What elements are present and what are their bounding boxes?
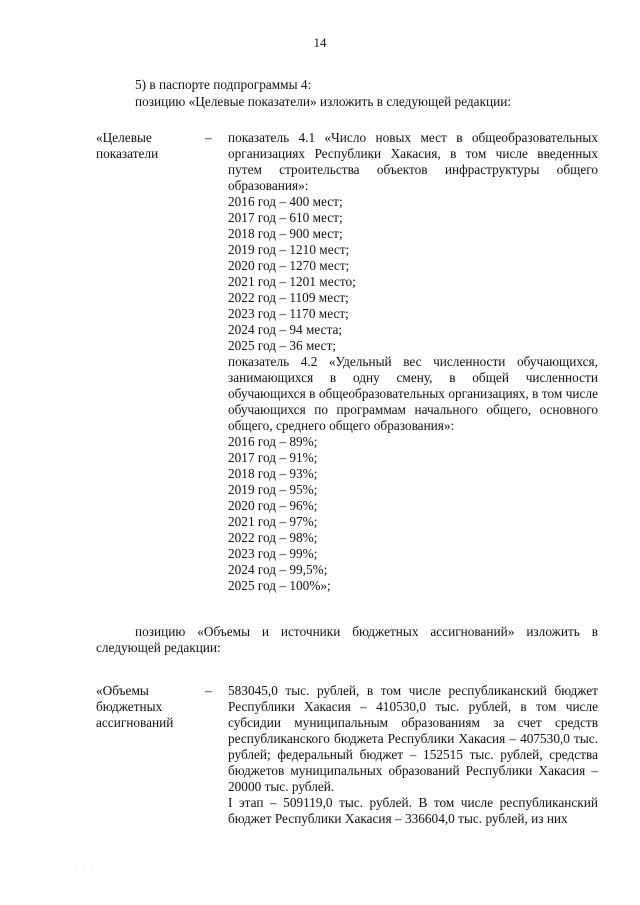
budget-content [228,683,598,827]
targets-label-line-2: показатели [96,146,159,161]
budget-stage-1-text: I этап – 509119,0 тыс. рублей. В том числе республиканский бюджет Республики Хакасия – 336604,0 тыс. рублей, из них [228,795,598,826]
indicator-4-1-values [228,194,598,354]
indicator-value: 2025 год – 36 мест; [228,338,337,353]
scan-mark: · · · [74,866,95,874]
budget-intro-line-1: позицию «Объемы и источники бюджетных ассигнований» изложить в [135,624,598,639]
indicator-value: 2021 год – 1201 место; [228,274,356,289]
indicator-value: 2023 год – 99%; [228,546,318,561]
budget-label-line-2: бюджетных [96,699,163,714]
budget-label-line-1: «Объемы [96,683,149,698]
indicator-value: 2016 год – 89%; [228,434,318,449]
targets-dash: – [205,130,212,145]
page-number: 14 [313,35,327,50]
indicator-value: 2019 год – 1210 мест; [228,242,350,257]
intro-line-2: позицию «Целевые показатели» изложить в следующей редакции: [135,94,512,109]
indicator-value: 2025 год – 100%»; [228,578,331,593]
indicator-value: 2017 год – 610 мест; [228,210,343,225]
indicator-value: 2023 год – 1170 мест; [228,306,349,321]
indicator-value: 2022 год – 98%; [228,530,318,545]
indicator-value: 2021 год – 97%; [228,514,318,529]
indicator-4-1-text: показатель 4.1 «Число новых мест в общеобразовательных организациях Республики Хакасия, в том числе введенных путем строительства объектов инфраструктуры общего образования»: [228,130,598,193]
targets-label-line-1: «Целевые [96,130,152,145]
indicator-value: 2020 год – 1270 мест; [228,258,350,273]
indicator-4-2-text: показатель 4.2 «Удельный вес численности обучающихся, занимающихся в одну смену, в общей численности обучающихся в общеобразовательных организациях, в том числе обучающихся по программам начального общего, основного общего, среднего общего образования»: [228,354,598,433]
budget-label-line-3: ассигнований [96,715,174,730]
budget-intro-line-2: следующей редакции: [96,640,221,655]
targets-content [228,130,598,594]
intro-line-1: 5) в паспорте подпрограммы 4: [135,77,312,92]
indicator-value: 2018 год – 93%; [228,466,318,481]
indicator-value: 2018 год – 900 мест; [228,226,343,241]
indicator-4-2-values [228,434,598,594]
budget-dash: – [205,683,212,698]
budget-total-text: 583045,0 тыс. рублей, в том числе республиканский бюджет Республики Хакасия – 410530,0 тыс. рублей, в том числе субсидии муниципальным образованиям за счет средств республиканского бюджета Республики Хакасия – 407530,0 тыс. рублей; федеральный бюджет – 152515 тыс. рублей, средства бюджетов муниципальных образований Республики Хакасия – 20000 тыс. рублей. [228,683,598,794]
indicator-value: 2019 год – 95%; [228,482,318,497]
indicator-value: 2020 год – 96%; [228,498,318,513]
indicator-value: 2024 год – 94 места; [228,322,343,337]
indicator-value: 2016 год – 400 мест; [228,194,343,209]
indicator-value: 2017 год – 91%; [228,450,318,465]
budget-intro [96,624,598,656]
indicator-value: 2024 год – 99,5%; [228,562,328,577]
budget-label [96,683,173,731]
targets-label [96,130,158,162]
indicator-value: 2022 год – 1109 мест; [228,290,349,305]
